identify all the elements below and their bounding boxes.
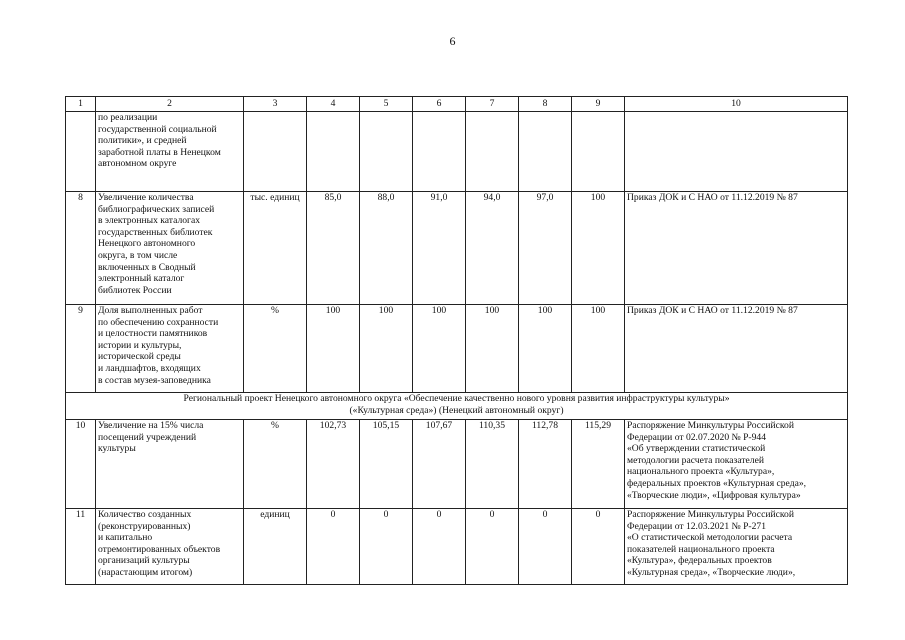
unit: тыс. единиц <box>244 192 307 305</box>
table-row <box>66 112 848 192</box>
header-cell: 9 <box>572 97 625 112</box>
value-cell: 0 <box>360 509 413 585</box>
header-cell: 3 <box>244 97 307 112</box>
value-cell: 107,67 <box>413 420 466 509</box>
table-row <box>66 420 848 509</box>
header-cell: 1 <box>66 97 96 112</box>
value-cell: 100 <box>466 305 519 393</box>
value-cell: 97,0 <box>519 192 572 305</box>
value-cell: 112,78 <box>519 420 572 509</box>
value-cell: 88,0 <box>360 192 413 305</box>
value-cell: 0 <box>519 509 572 585</box>
value-cell: 105,15 <box>360 420 413 509</box>
header-cell: 7 <box>466 97 519 112</box>
header-cell: 4 <box>307 97 360 112</box>
header-cell: 5 <box>360 97 413 112</box>
value-cell: 110,35 <box>466 420 519 509</box>
basis-document: Приказ ДОК и С НАО от 11.12.2019 № 87 <box>625 305 848 393</box>
value-cell: 0 <box>413 509 466 585</box>
value-cell: 0 <box>307 509 360 585</box>
indicator-name: Доля выполненных работ по обеспечению сохранности и целостности памятников истории и культуры, исторической среды и ландшафтов, входящих в состав музея-заповедника <box>96 305 244 393</box>
row-number: 9 <box>66 305 96 393</box>
value-cell: 100 <box>307 305 360 393</box>
value-cell: 100 <box>519 305 572 393</box>
project-heading-row <box>66 393 848 420</box>
header-cell: 6 <box>413 97 466 112</box>
header-cell: 8 <box>519 97 572 112</box>
basis-document: Распоряжение Минкультуры Российской Федерации от 02.07.2020 № Р-944 «Об утверждении статистической методологии расчета показателей национального проекта «Культура», федеральных проектов «Культурная среда», «Творческие люди», «Цифровая культура» <box>625 420 848 509</box>
value-cell: 100 <box>572 305 625 393</box>
basis-document: Распоряжение Минкультуры Российской Федерации от 12.03.2021 № Р-271 «О статистической методологии расчета показателей национального проекта «Культура», федеральных проектов «Культурная среда», «Творческие люди», <box>625 509 848 585</box>
row-number: 10 <box>66 420 96 509</box>
table-row <box>66 192 848 305</box>
indicator-name-continued: по реализации государственной социальной политики», и средней заработной платы в Ненецком автономном округе <box>96 112 244 192</box>
page-number: 6 <box>449 34 456 48</box>
value-cell: 0 <box>466 509 519 585</box>
value-cell: 102,73 <box>307 420 360 509</box>
header-cell: 10 <box>625 97 848 112</box>
unit: % <box>244 420 307 509</box>
header-row <box>66 97 848 112</box>
table-row <box>66 305 848 393</box>
header-cell: 2 <box>96 97 244 112</box>
row-number: 11 <box>66 509 96 585</box>
indicator-name: Увеличение количества библиографических записей в электронных каталогах государственных библиотек Ненецкого автономного округа, в том числе включенных в Сводный электронный каталог библиотек России <box>96 192 244 305</box>
indicator-name: Увеличение на 15% числа посещений учреждений культуры <box>96 420 244 509</box>
indicator-name: Количество созданных (реконструированных) и капитально отремонтированных объектов организаций культуры (нарастающим итогом) <box>96 509 244 585</box>
value-cell: 0 <box>572 509 625 585</box>
value-cell: 100 <box>360 305 413 393</box>
value-cell: 115,29 <box>572 420 625 509</box>
table-row <box>66 509 848 585</box>
value-cell: 100 <box>572 192 625 305</box>
indicators-table <box>65 96 848 585</box>
unit: единиц <box>244 509 307 585</box>
row-number: 8 <box>66 192 96 305</box>
value-cell: 91,0 <box>413 192 466 305</box>
value-cell: 100 <box>413 305 466 393</box>
project-heading: Региональный проект Ненецкого автономного округа «Обеспечение качественно нового уровня развития инфраструктуры культуры» («Культурная среда») (Ненецкий автономный округ) <box>66 393 848 420</box>
value-cell: 85,0 <box>307 192 360 305</box>
unit: % <box>244 305 307 393</box>
basis-document: Приказ ДОК и С НАО от 11.12.2019 № 87 <box>625 192 848 305</box>
value-cell: 94,0 <box>466 192 519 305</box>
